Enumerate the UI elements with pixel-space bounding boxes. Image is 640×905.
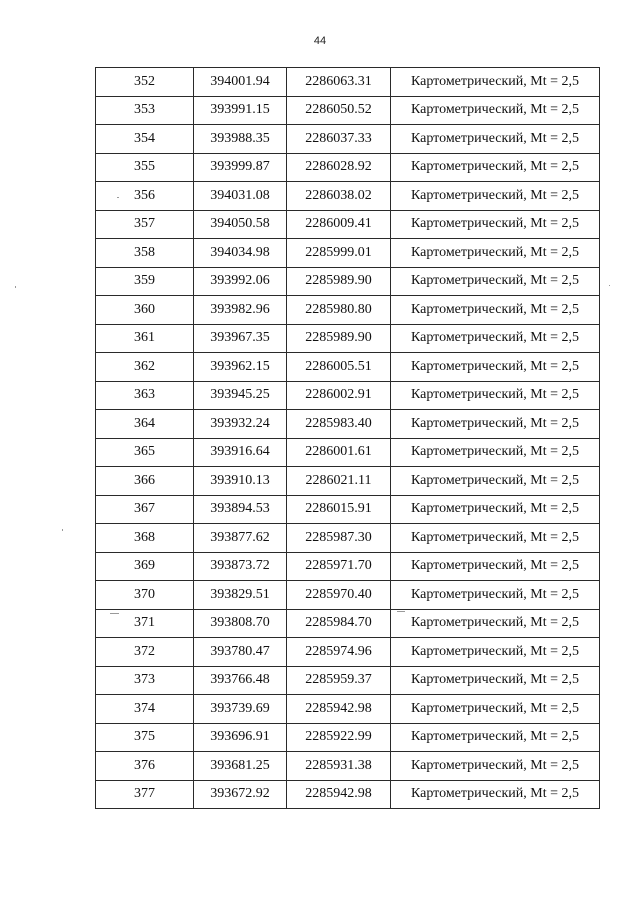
coordinate-x-cell: 393780.47 <box>194 638 287 667</box>
point-number-cell: 360 <box>96 296 194 325</box>
method-cell: Картометрический, Mt = 2,5 <box>391 666 600 695</box>
coordinate-y-cell: 2286002.91 <box>287 381 391 410</box>
method-cell: Картометрический, Mt = 2,5 <box>391 438 600 467</box>
coordinate-x-cell: 393992.06 <box>194 267 287 296</box>
point-number-cell: 376 <box>96 752 194 781</box>
table-row <box>96 125 600 154</box>
coordinate-y-cell: 2285931.38 <box>287 752 391 781</box>
point-number-cell: 365 <box>96 438 194 467</box>
point-number-cell: 353 <box>96 96 194 125</box>
coordinate-x-cell: 393894.53 <box>194 495 287 524</box>
point-number-cell: 369 <box>96 552 194 581</box>
method-cell: Картометрический, Mt = 2,5 <box>391 410 600 439</box>
point-number-cell: 367 <box>96 495 194 524</box>
coordinate-x-cell: 394031.08 <box>194 182 287 211</box>
coordinate-y-cell: 2285942.98 <box>287 695 391 724</box>
coordinate-x-cell: 393808.70 <box>194 609 287 638</box>
method-cell: Картометрический, Mt = 2,5 <box>391 267 600 296</box>
coordinate-y-cell: 2285942.98 <box>287 780 391 809</box>
point-number-cell: 372 <box>96 638 194 667</box>
method-cell: Картометрический, Mt = 2,5 <box>391 381 600 410</box>
coordinate-y-cell: 2286015.91 <box>287 495 391 524</box>
scan-speck <box>15 286 16 288</box>
coordinate-y-cell: 2286028.92 <box>287 153 391 182</box>
coordinate-y-cell: 2285999.01 <box>287 239 391 268</box>
coordinate-y-cell: 2286063.31 <box>287 68 391 97</box>
method-cell: Картометрический, Mt = 2,5 <box>391 495 600 524</box>
point-number-cell: 363 <box>96 381 194 410</box>
point-number-cell: 358 <box>96 239 194 268</box>
table-row <box>96 381 600 410</box>
method-cell: Картометрический, Mt = 2,5 <box>391 324 600 353</box>
method-cell: Картометрический, Mt = 2,5 <box>391 353 600 382</box>
coordinate-x-cell: 393766.48 <box>194 666 287 695</box>
method-cell: Картометрический, Mt = 2,5 <box>391 96 600 125</box>
coordinate-y-cell: 2285989.90 <box>287 324 391 353</box>
coordinate-x-cell: 393967.35 <box>194 324 287 353</box>
point-number-cell: 356 <box>96 182 194 211</box>
table-row <box>96 723 600 752</box>
table-row <box>96 609 600 638</box>
coordinate-y-cell: 2286001.61 <box>287 438 391 467</box>
coordinate-x-cell: 393739.69 <box>194 695 287 724</box>
coordinate-y-cell: 2285980.80 <box>287 296 391 325</box>
point-number-cell: 377 <box>96 780 194 809</box>
coordinate-x-cell: 393877.62 <box>194 524 287 553</box>
coordinate-y-cell: 2285983.40 <box>287 410 391 439</box>
table-row <box>96 638 600 667</box>
table-row <box>96 267 600 296</box>
point-number-cell: 364 <box>96 410 194 439</box>
table-row <box>96 780 600 809</box>
coordinate-y-cell: 2286021.11 <box>287 467 391 496</box>
coordinate-x-cell: 393873.72 <box>194 552 287 581</box>
coordinate-x-cell: 393962.15 <box>194 353 287 382</box>
coordinates-table-body <box>96 68 600 809</box>
coordinate-y-cell: 2286050.52 <box>287 96 391 125</box>
table-row <box>96 239 600 268</box>
method-cell: Картометрический, Mt = 2,5 <box>391 296 600 325</box>
point-number-cell: 359 <box>96 267 194 296</box>
coordinate-x-cell: 393910.13 <box>194 467 287 496</box>
point-number-cell: 361 <box>96 324 194 353</box>
coordinate-x-cell: 393982.96 <box>194 296 287 325</box>
coordinate-y-cell: 2286009.41 <box>287 210 391 239</box>
table-row <box>96 296 600 325</box>
method-cell: Картометрический, Mt = 2,5 <box>391 581 600 610</box>
point-number-cell: 368 <box>96 524 194 553</box>
point-number-cell: 362 <box>96 353 194 382</box>
method-cell: Картометрический, Mt = 2,5 <box>391 239 600 268</box>
coordinate-x-cell: 393932.24 <box>194 410 287 439</box>
method-cell: Картометрический, Mt = 2,5 <box>391 695 600 724</box>
table-row <box>96 353 600 382</box>
coordinate-x-cell: 393991.15 <box>194 96 287 125</box>
coordinate-y-cell: 2286037.33 <box>287 125 391 154</box>
method-cell: Картометрический, Mt = 2,5 <box>391 467 600 496</box>
method-cell: Картометрический, Mt = 2,5 <box>391 780 600 809</box>
coordinate-y-cell: 2285974.96 <box>287 638 391 667</box>
method-cell: Картометрический, Mt = 2,5 <box>391 524 600 553</box>
coordinate-y-cell: 2285987.30 <box>287 524 391 553</box>
method-cell: Картометрический, Mt = 2,5 <box>391 638 600 667</box>
coordinate-y-cell: 2285989.90 <box>287 267 391 296</box>
method-cell: Картометрический, Mt = 2,5 <box>391 68 600 97</box>
table-row <box>96 410 600 439</box>
scan-speck <box>609 285 610 286</box>
coordinate-x-cell: 393916.64 <box>194 438 287 467</box>
scan-speck <box>110 613 119 614</box>
coordinate-x-cell: 394050.58 <box>194 210 287 239</box>
table-row <box>96 666 600 695</box>
point-number-cell: 357 <box>96 210 194 239</box>
point-number-cell: 354 <box>96 125 194 154</box>
scan-speck <box>397 611 405 612</box>
table-row <box>96 695 600 724</box>
table-row <box>96 68 600 97</box>
table-row <box>96 524 600 553</box>
coordinate-x-cell: 393696.91 <box>194 723 287 752</box>
method-cell: Картометрический, Mt = 2,5 <box>391 210 600 239</box>
table-row <box>96 752 600 781</box>
coordinate-x-cell: 393672.92 <box>194 780 287 809</box>
coordinates-table <box>95 67 600 809</box>
table-row <box>96 182 600 211</box>
point-number-cell: 352 <box>96 68 194 97</box>
table-row <box>96 552 600 581</box>
method-cell: Картометрический, Mt = 2,5 <box>391 182 600 211</box>
coordinate-y-cell: 2285971.70 <box>287 552 391 581</box>
table-row <box>96 438 600 467</box>
coordinate-y-cell: 2285922.99 <box>287 723 391 752</box>
method-cell: Картометрический, Mt = 2,5 <box>391 125 600 154</box>
coordinate-x-cell: 393999.87 <box>194 153 287 182</box>
coordinate-x-cell: 393988.35 <box>194 125 287 154</box>
table-row <box>96 210 600 239</box>
coordinate-y-cell: 2285970.40 <box>287 581 391 610</box>
point-number-cell: 371 <box>96 609 194 638</box>
point-number-cell: 370 <box>96 581 194 610</box>
point-number-cell: 355 <box>96 153 194 182</box>
coordinate-y-cell: 2286038.02 <box>287 182 391 211</box>
point-number-cell: 366 <box>96 467 194 496</box>
coordinate-x-cell: 393681.25 <box>194 752 287 781</box>
method-cell: Картометрический, Mt = 2,5 <box>391 153 600 182</box>
table-row <box>96 324 600 353</box>
coordinate-x-cell: 394001.94 <box>194 68 287 97</box>
scan-speck <box>117 197 119 198</box>
table-row <box>96 467 600 496</box>
point-number-cell: 373 <box>96 666 194 695</box>
method-cell: Картометрический, Mt = 2,5 <box>391 723 600 752</box>
table-row <box>96 495 600 524</box>
scan-speck <box>62 529 63 531</box>
page-number: 44 <box>313 35 327 47</box>
method-cell: Картометрический, Mt = 2,5 <box>391 552 600 581</box>
coordinate-y-cell: 2285959.37 <box>287 666 391 695</box>
coordinate-x-cell: 394034.98 <box>194 239 287 268</box>
point-number-cell: 375 <box>96 723 194 752</box>
table-row <box>96 581 600 610</box>
point-number-cell: 374 <box>96 695 194 724</box>
coordinate-x-cell: 393945.25 <box>194 381 287 410</box>
method-cell: Картометрический, Mt = 2,5 <box>391 752 600 781</box>
coordinate-y-cell: 2285984.70 <box>287 609 391 638</box>
coordinate-x-cell: 393829.51 <box>194 581 287 610</box>
table-row <box>96 153 600 182</box>
coordinate-y-cell: 2286005.51 <box>287 353 391 382</box>
table-row <box>96 96 600 125</box>
method-cell: Картометрический, Mt = 2,5 <box>391 609 600 638</box>
